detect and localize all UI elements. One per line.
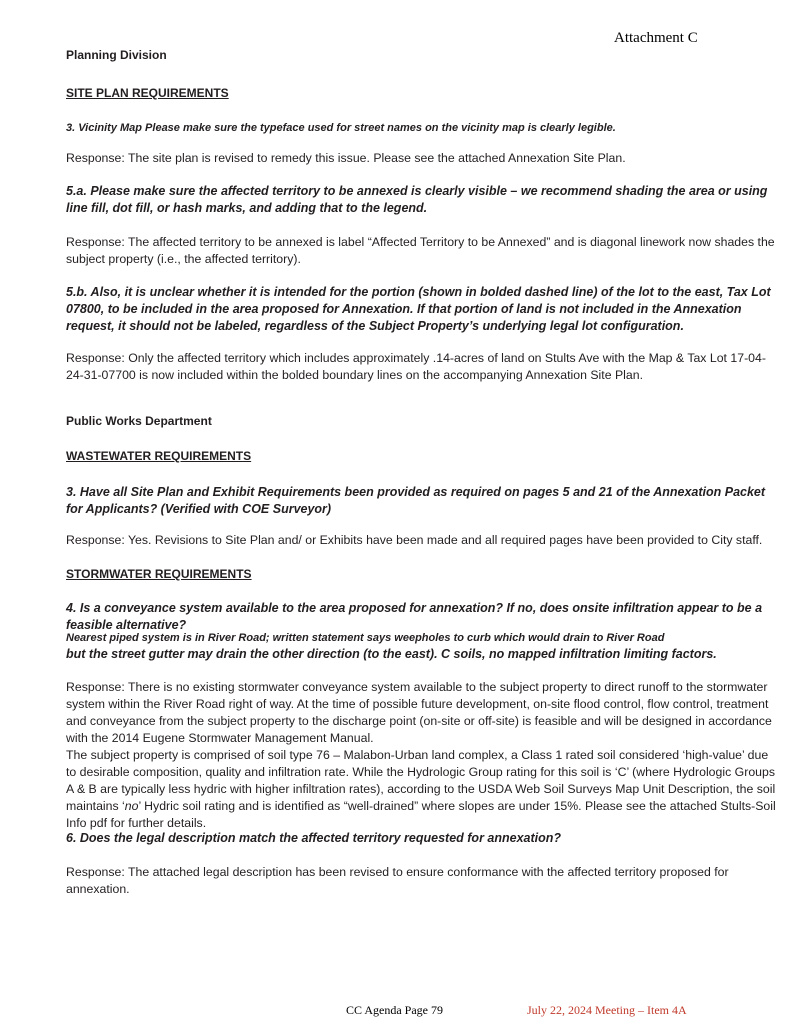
- stormwater-note-1: Nearest piped system is in River Road; written statement says weepholes to curb which would drain to River Road: [66, 632, 665, 644]
- wastewater-response-3: Response: Yes. Revisions to Site Plan and/ or Exhibits have been made and all required pages have been provided to City staff.: [66, 533, 763, 547]
- wastewater-question-3: 3. Have all Site Plan and Exhibit Requirements been provided as required on pages 5 and 21 of the Annexation Packet for Applicants? (Verified with COE Surveyor): [66, 485, 766, 516]
- question-6: 6. Does the legal description match the affected territory requested for annexation?: [66, 831, 562, 845]
- stormwater-response-4a: Response: There is no existing stormwater conveyance system available to the subject property to direct runoff to the stormwater system within the River Road right of way. At the time of possible future development, on-site flood control, flow control, treatment and conveyance from the subject property to the discharge point (on-site or off-site) is feasible and will be designed in accordance with the 2014 Eugene Stormwater Management Manual.: [66, 680, 772, 745]
- footer-meeting-item: July 22, 2024 Meeting – Item 4A: [527, 1003, 687, 1017]
- soil-text-part-1: The subject property is comprised of soil type 76 – Malabon-Urban land complex, a Class 1 rated soil considered ‘high-value’ due to desirable composition, quality and infiltration rate. While the Hydrologic Group rating for this soil is ‘C’ (where Hydrologic Groups A & B are typically less hydric with higher infiltration rates), according to the USDA Web Soil Surveys Map Unit Description, the soil maintains ‘: [66, 748, 776, 813]
- stormwater-response-4b: [66, 747, 778, 832]
- public-works-heading: Public Works Department: [66, 414, 212, 428]
- response-6: Response: The attached legal description has been revised to ensure conformance with the affected territory proposed for annexation.: [66, 865, 729, 896]
- response-5a: Response: The affected territory to be annexed is label “Affected Territory to be Annexed” and is diagonal linework now shades the subject property (i.e., the affected territory).: [66, 235, 775, 266]
- soil-text-no: no: [124, 799, 139, 813]
- stormwater-note-2: but the street gutter may drain the other direction (to the east). C soils, no mapped infiltration limiting factors.: [66, 647, 717, 661]
- response-5b: Response: Only the affected territory which includes approximately .14-acres of land on Stults Ave with the Map & Tax Lot 17-04-24-31-07700 is now included within the bolded boundary lines on the accompanying Annexation Site Plan.: [66, 351, 766, 382]
- question-5b: 5.b. Also, it is unclear whether it is intended for the portion (shown in bolded dashed line) of the lot to the east, Tax Lot 07800, to be included in the area proposed for Annexation. If that portion of land is not included in the Annexation request, it should not be labeled, regardless of the Subject Property’s underlying legal lot configuration.: [66, 285, 771, 333]
- vicinity-map-response: Response: The site plan is revised to remedy this issue. Please see the attached Annexation Site Plan.: [66, 151, 626, 165]
- attachment-label: Attachment C: [614, 30, 698, 46]
- footer-page-number: CC Agenda Page 79: [346, 1003, 443, 1017]
- site-plan-requirements-heading: SITE PLAN REQUIREMENTS: [66, 86, 229, 100]
- stormwater-question-4: 4. Is a conveyance system available to the area proposed for annexation? If no, does onsite infiltration appear to be a feasible alternative?: [66, 601, 763, 632]
- stormwater-requirements-heading: STORMWATER REQUIREMENTS: [66, 567, 252, 581]
- vicinity-map-question: 3. Vicinity Map Please make sure the typeface used for street names on the vicinity map is clearly legible.: [66, 122, 616, 134]
- planning-division-heading: Planning Division: [66, 48, 167, 62]
- question-5a: 5.a. Please make sure the affected territory to be annexed is clearly visible – we recommend shading the area or using line fill, dot fill, or hash marks, and adding that to the legend.: [66, 184, 768, 215]
- soil-text-part-2: ’ Hydric soil rating and is identified as “well-drained” where slopes are under 15%. Please see the attached Stults-Soil Info pdf for further details.: [66, 799, 776, 830]
- wastewater-requirements-heading: WASTEWATER REQUIREMENTS: [66, 449, 252, 463]
